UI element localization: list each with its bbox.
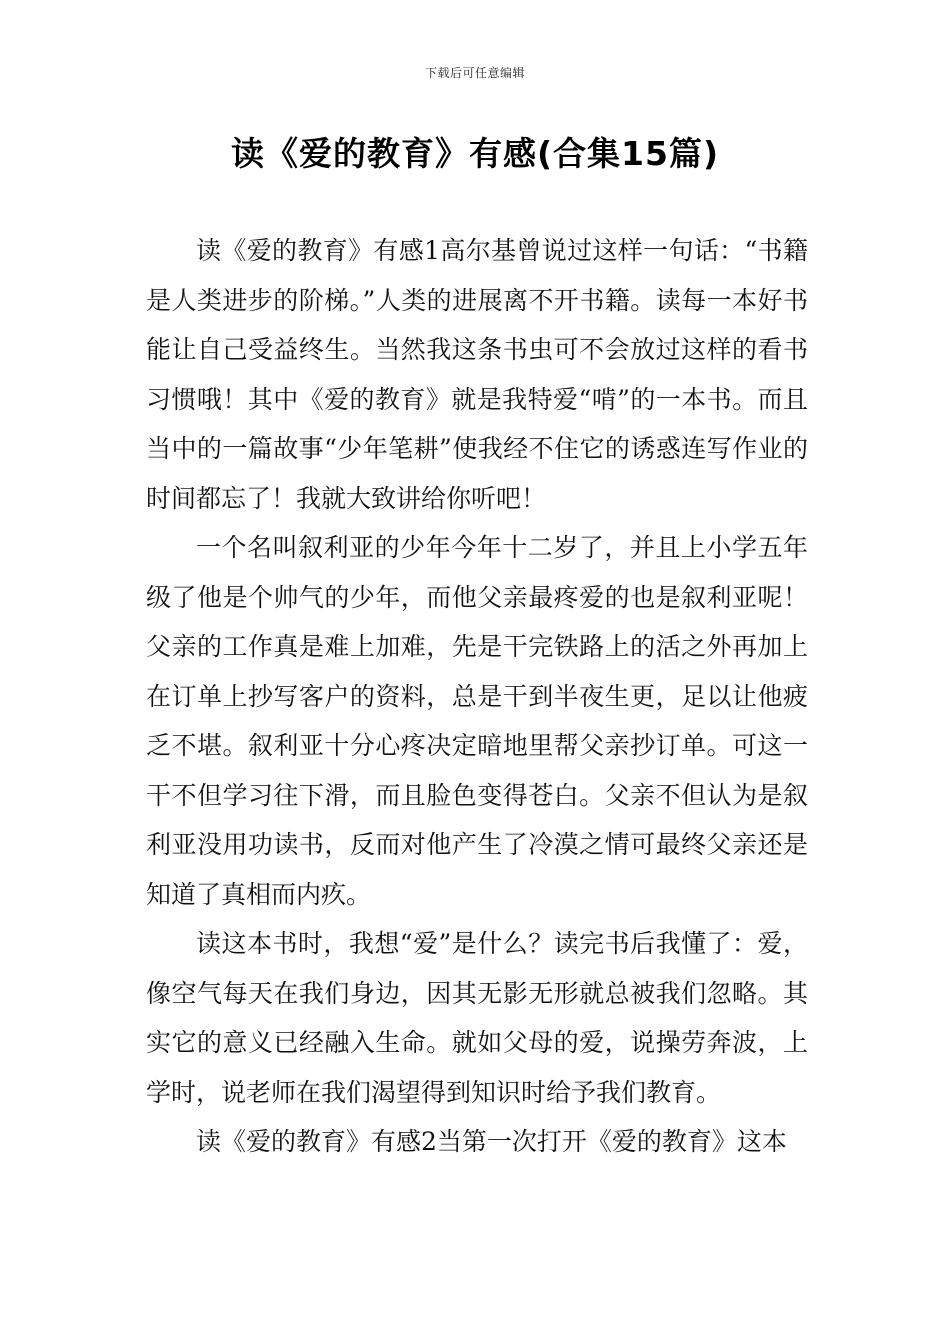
paragraph-4: 读《爱的教育》有感2当第一次打开《爱的教育》这本 <box>196 1127 787 1156</box>
header-note: 下载后可任意编辑 <box>424 66 525 80</box>
paragraph-1: 读《爱的教育》有感1高尔基曾说过这样一句话：“书籍是人类进步的阶梯。”人类的进展离不开书籍。读每一本好书能让自己受益终生。当然我这条书虫可不会放过这样的看书习惯哦！其中《爱的教育》就是我特爱“啃”的一本书。而且当中的一篇故事“少年笔耕”使我经不住它的诱惑连写作业的时间都忘了！我就大致讲给你听吧！ <box>146 236 808 513</box>
document-body <box>146 226 808 1167</box>
paragraph-3: 读这本书时，我想“爱”是什么？读完书后我懂了：爱，像空气每天在我们身边，因其无影无形就总被我们忽略。其实它的意义已经融入生命。就如父母的爱，说操劳奔波，上学时，说老师在我们渴望得到知识时给予我们教育。 <box>146 929 808 1107</box>
paragraph-2: 一个名叫叙利亚的少年今年十二岁了，并且上小学五年级了他是个帅气的少年，而他父亲最疼爱的也是叙利亚呢！父亲的工作真是难上加难，先是干完铁路上的活之外再加上在订单上抄写客户的资料，总是干到半夜生更，足以让他疲乏不堪。叙利亚十分心疼决定暗地里帮父亲抄订单。可这一干不但学习往下滑，而且脸色变得苍白。父亲不但认为是叙利亚没用功读书，反而对他产生了冷漠之情可最终父亲还是知道了真相而内疚。 <box>146 533 808 909</box>
document-title: 读《爱的教育》有感(合集15篇) <box>230 134 720 173</box>
